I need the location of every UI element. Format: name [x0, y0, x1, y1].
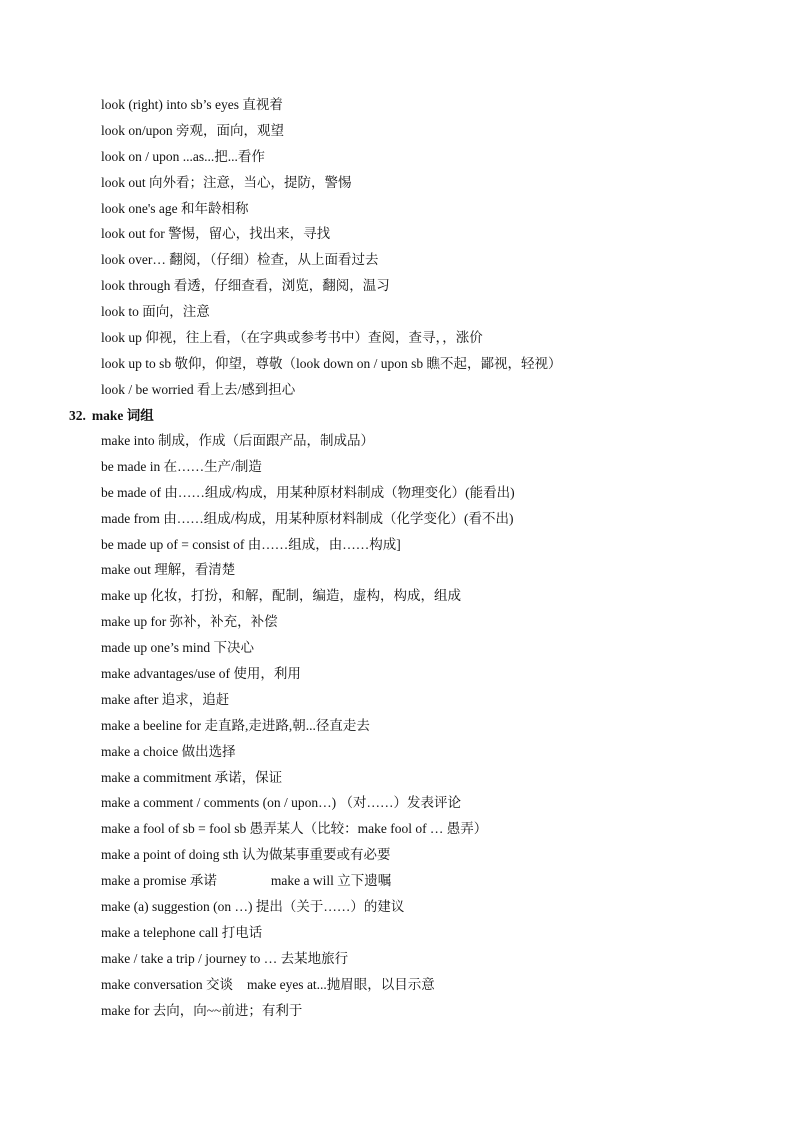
section-heading-make [69, 405, 154, 427]
phrase-line: make for 去向，向~~前进；有利于 [101, 1002, 303, 1018]
phrase-line: make advantages/use of 使用，利用 [101, 666, 301, 682]
phrase-line: be made up of = consist of 由……组成，由……构成] [101, 536, 401, 552]
phrase-line: look over… 翻阅，（仔细）检查，从上面看过去 [101, 252, 379, 268]
phrase-line: look up 仰视，往上看，（在字典或参考书中）查阅，查寻，，涨价 [101, 330, 483, 346]
phrase-line: look one's age 和年龄相称 [101, 200, 249, 216]
phrase-line: look out 向外看；注意，当心，提防，警惕 [101, 174, 352, 190]
phrase-segment: make a promise 承诺 [101, 873, 217, 889]
phrase-line: made up one’s mind 下决心 [101, 640, 254, 656]
phrase-segment: make conversation 交谈 [101, 976, 233, 992]
phrase-line: make a telephone call 打电话 [101, 924, 263, 940]
phrase-line: look (right) into sb’s eyes 直视着 [101, 97, 283, 112]
phrase-line: make a beeline for 走直路,走进路,朝...径直走去 [101, 717, 370, 733]
phrase-line: look out for 警惕，留心，找出来，寻找 [101, 226, 331, 242]
phrase-line: make a comment / comments (on / upon…) （对……）发表评论 [101, 795, 461, 811]
phrase-segment: make a will 立下遗嘱 [270, 873, 392, 889]
phrase-line: make / take a trip / journey to … 去某地旅行 [101, 950, 349, 966]
phrase-line: look on/upon 旁观，面向，观望 [101, 122, 285, 138]
phrase-line: make a point of doing sth 认为做某事重要或有必要 [101, 847, 391, 863]
section-number: 32. [69, 408, 86, 423]
phrase-line: make into 制成，作成（后面跟产品，制成品） [101, 433, 374, 448]
phrase-line-conversation [101, 974, 781, 1000]
phrase-line: look through 看透，仔细查看，浏览，翻阅，温习 [101, 278, 390, 294]
phrase-line: make after 追求，追赶 [101, 691, 230, 707]
phrase-line: make a choice 做出选择 [101, 743, 236, 759]
phrase-line-promise [101, 870, 781, 896]
phrase-line: look up to sb 敬仰，仰望，尊敬（look down on / upon sb 瞧不起，鄙视，轻视） [101, 355, 562, 371]
phrase-line: made from 由……组成/构成，用某种原材料制成（化学变化）(看不出) [101, 510, 514, 526]
phrase-line: look on / upon ...as...把...看作 [101, 148, 265, 164]
phrase-line: be made of 由……组成/构成，用某种原材料制成（物理变化）(能看出) [101, 484, 515, 500]
phrase-line: look / be worried 看上去/感到担心 [101, 381, 296, 397]
phrase-line: be made in 在……生产/制造 [101, 458, 262, 474]
section-title: make 词组 [91, 408, 154, 423]
phrase-line: make up for 弥补，补充，补偿 [101, 614, 278, 630]
phrase-line: look to 面向，注意 [101, 304, 210, 320]
look-phrase-list [101, 94, 781, 405]
phrase-segment: make eyes at...抛眉眼，以目示意 [246, 976, 435, 992]
phrase-line: make (a) suggestion (on …) 提出（关于……）的建议 [101, 899, 405, 915]
phrase-line: make a commitment 承诺，保证 [101, 769, 283, 785]
phrase-line: make up 化妆，打扮，和解，配制，编造，虚构，构成，组成 [101, 588, 461, 604]
phrase-line: make out 理解，看清楚 [101, 562, 236, 578]
phrase-line: make a fool of sb = fool sb 愚弄某人（比较：make fool of … 愚弄） [101, 821, 488, 837]
make-phrase-list [101, 430, 781, 1025]
